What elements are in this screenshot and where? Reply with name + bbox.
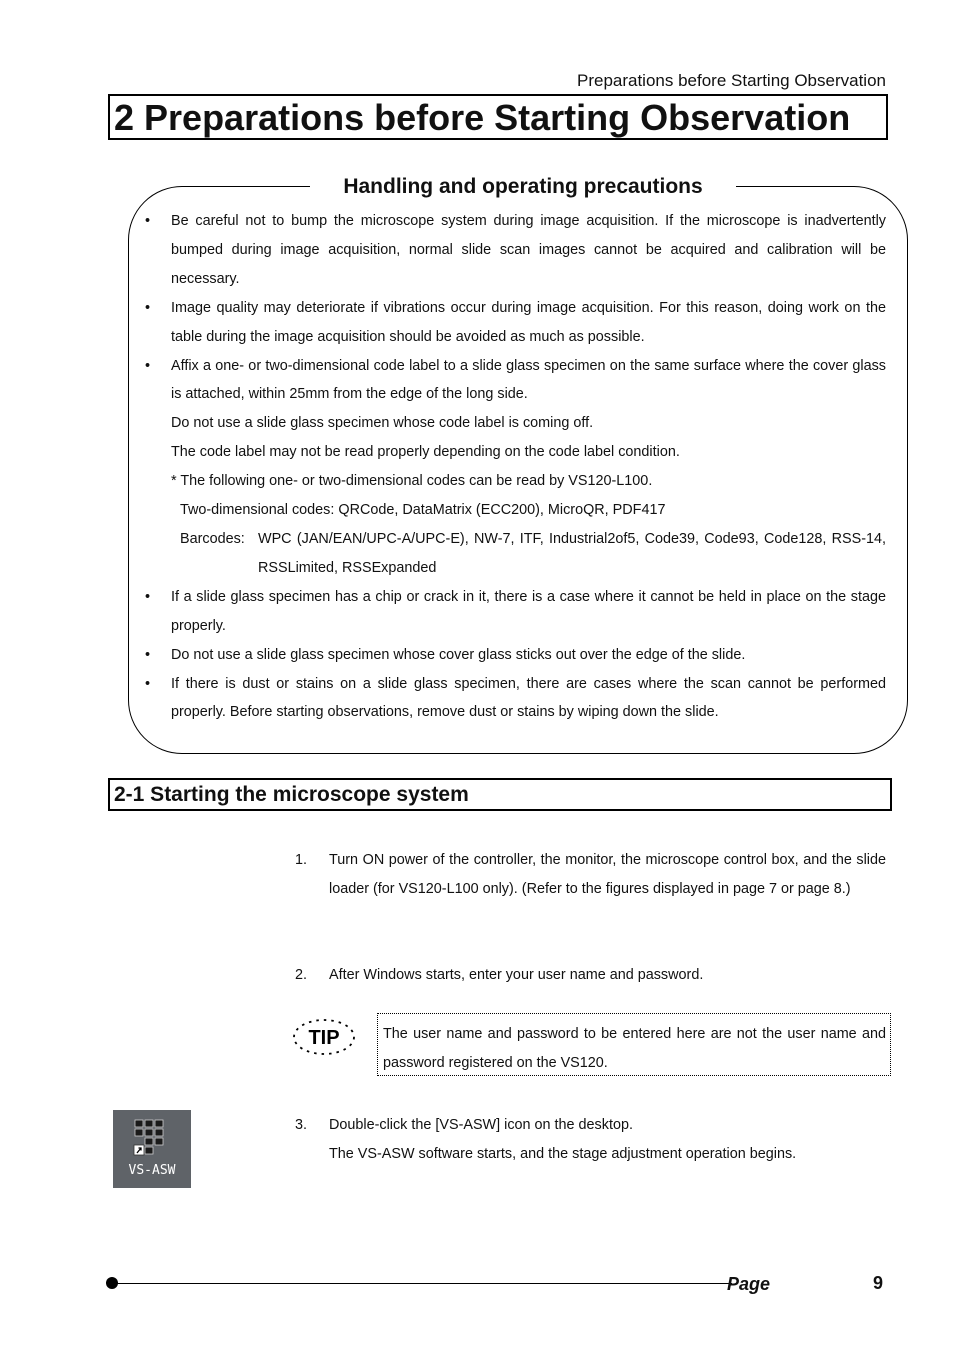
step-text: Turn ON power of the controller, the monitor, the microscope control box, and the slide loader (for VS120-L100 only). (Refer to the figures displayed in page 7 or page 8.) [329,852,886,897]
step-text [329,1111,886,1169]
vs-asw-app-icon[interactable] [113,1110,191,1188]
tip-label: TIP [308,1027,340,1049]
step-number: 1. [295,852,308,868]
step-number: 2. [295,967,308,983]
barcodes-value: WPC (JAN/EAN/UPC-A/UPC-E), NW-7, ITF, Industrial2of5, Code39, Code93, Code128, RSS-14, RSSLimited, RSSExpanded [258,530,886,576]
bullet-icon: • [145,646,151,663]
step-number: 3. [295,1117,308,1133]
list-item [145,207,886,294]
list-item [145,670,886,728]
precaution-text: If a slide glass specimen has a chip or crack in it, there is a case where it cannot be held in place on the stage properly. [171,588,886,634]
list-item [145,352,886,583]
section-title: 2-1 Starting the microscope system [108,778,892,811]
precaution-text: Be careful not to bump the microscope system during image acquisition. If the microscope is inadvertently bumped during image acquisition, normal slide scan images cannot be acquired and calibration will be necessary. [171,213,886,287]
precaution-text: Affix a one- or two-dimensional code label to a slide glass specimen on the same surface where the cover glass is attached, within 25mm from the edge of the long side. [171,357,886,403]
precautions-list [145,207,886,727]
bullet-icon: • [145,588,151,605]
two-dimensional-codes: Two-dimensional codes: QRCode, DataMatrix (ECC200), MicroQR, PDF417 [180,502,666,519]
barcodes-label: Barcodes: [180,530,245,547]
step-text-line: Double-click the [VS-ASW] icon on the desktop. [329,1117,633,1133]
precaution-note: The code label may not be read properly depending on the code label condition. [171,444,680,461]
footer-rule [112,1283,732,1284]
precaution-note: Do not use a slide glass specimen whose code label is coming off. [171,415,594,432]
precaution-text: Image quality may deteriorate if vibrations occur during image acquisition. For this reason, doing work on the table during the image acquisition should be avoided as much as possible. [171,299,886,345]
shortcut-arrow-icon [134,1145,144,1155]
list-item [145,583,886,641]
desktop-icon-label: VS-ASW [128,1163,176,1178]
step-1 [295,846,886,904]
page-label: Page [727,1274,771,1294]
step-text: After Windows starts, enter your user name and password. [329,967,704,983]
bullet-icon: • [145,357,151,374]
bullet-icon: • [145,299,151,316]
bullet-icon: • [145,213,151,229]
list-item [145,641,886,670]
barcodes-row [171,525,886,583]
running-header: Preparations before Starting Observation [576,71,886,90]
step-text-line: The VS-ASW software starts, and the stage adjustment operation begins. [329,1145,797,1162]
tip-box: The user name and password to be entered here are not the user name and password registered on the VS120. [377,1013,891,1076]
list-item [145,294,886,352]
step-3 [295,1111,886,1169]
step-2 [295,961,886,990]
page-number: 9 [873,1273,884,1293]
precautions-title: Handling and operating precautions [310,173,736,201]
precaution-text: Do not use a slide glass specimen whose cover glass sticks out over the edge of the slide. [171,646,746,663]
tip-icon [292,1018,356,1056]
bullet-icon: • [145,675,151,692]
readable-codes-note: * The following one- or two-dimensional codes can be read by VS120-L100. [171,473,653,490]
precaution-text: If there is dust or stains on a slide glass specimen, there are cases where the scan cannot be performed properly. Before starting observations, remove dust or stains by wiping down the slide. [171,675,886,721]
grid-icon [113,1110,191,1188]
chapter-title: 2 Preparations before Starting Observation [108,94,888,140]
